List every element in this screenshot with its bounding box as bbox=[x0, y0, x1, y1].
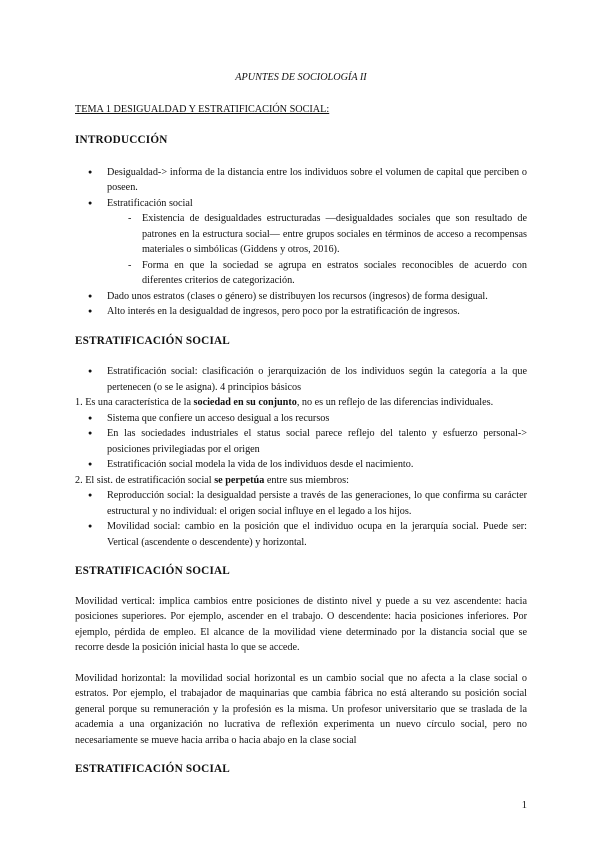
list-item: ● Estratificación social bbox=[75, 196, 527, 212]
principle-2-list bbox=[75, 488, 527, 550]
principle-1-pre: 1. Es una característica de la bbox=[75, 397, 194, 408]
list-item: ● Reproducción social: la desigualdad persiste a través de las generaciones, lo que confirma su carácter estructural y no individual: el origen social influye en el legado a los hijos. bbox=[75, 488, 527, 519]
section-heading: ESTRATIFICACIÓN SOCIAL bbox=[75, 565, 230, 577]
section-heading: ESTRATIFICACIÓN SOCIAL bbox=[75, 334, 230, 347]
principle-1-bold: sociedad en su conjunto bbox=[193, 397, 297, 408]
principle-1-list bbox=[75, 411, 527, 473]
principle-1 bbox=[75, 395, 527, 411]
list-item: ● Estratificación social modela la vida de los individuos desde el nacimiento. bbox=[75, 457, 527, 473]
intro-list bbox=[75, 165, 527, 320]
document-page bbox=[75, 70, 527, 790]
principle-1-post: , no es un reflejo de las diferencias individuales. bbox=[296, 397, 494, 408]
topic-subtitle: TEMA 1 DESIGUALDAD Y ESTRATIFICACIÓN SOCIAL: bbox=[75, 103, 330, 115]
list-item: ● Dado unos estratos (clases o género) se distribuyen los recursos (ingresos) de forma desigual. bbox=[75, 289, 527, 305]
principle-2-post: entre sus miembros: bbox=[264, 474, 349, 486]
list-item: ● En las sociedades industriales el status social parece reflejo del talento y esfuerzo personal-> posiciones privilegiadas por el origen bbox=[75, 426, 527, 457]
principle-2 bbox=[75, 473, 527, 489]
principle-2-bold: se perpetúa bbox=[214, 474, 265, 486]
intro-heading: INTRODUCCIÓN bbox=[75, 134, 168, 146]
sub-list-item: - Existencia de desigualdades estructuradas —desigualdades sociales que son resultado de patrones en la estructura social— entre grupos sociales en términos de acceso a recompensas materiales o simbólicas (Giddens y otros, 2016). bbox=[75, 211, 527, 258]
principle-2-pre: 2. El sist. de estratificación social bbox=[75, 474, 215, 486]
section-heading: ESTRATIFICACIÓN SOCIAL bbox=[75, 763, 230, 775]
list-item: ● Desigualdad-> informa de la distancia entre los individuos sobre el volumen de capital que perciben o poseen. bbox=[75, 165, 527, 196]
page-number: 1 bbox=[521, 800, 527, 811]
list-item: ● Sistema que confiere un acceso desigual a los recursos bbox=[75, 411, 527, 427]
list-item: ● Estratificación social: clasificación o jerarquización de los individuos según la categoría a la que pertenecen (o se le asigna). 4 principios básicos bbox=[75, 364, 527, 395]
paragraph-horizontal-mobility: Movilidad horizontal: la movilidad social horizontal es un cambio social que no afecta a la clase social o estratos. Por ejemplo, el trabajador de maquinarias que cambia fábrica no está alterando su posición social general porque su remuneración y la profesión es la misma. Un profesor universitario que se traslada de la academia a una organización no lucrativa de reflexión experimenta un nuevo círculo social, pero no necesariamente se mueve hacia arriba o hacia abajo en la clase social bbox=[75, 672, 527, 746]
list-item: ● Alto interés en la desigualdad de ingresos, pero poco por la estratificación de ingresos. bbox=[75, 304, 527, 320]
principles-list bbox=[75, 364, 527, 395]
document-title: APUNTES DE SOCIOLOGÍA II bbox=[235, 72, 367, 83]
sub-list-item: - Forma en que la sociedad se agrupa en estratos sociales reconocibles de acuerdo con diferentes criterios de categorización. bbox=[75, 258, 527, 289]
list-item: ● Movilidad social: cambio en la posición que el individuo ocupa en la jerarquía social. Puede ser: Vertical (ascendente o descendente) y horizontal. bbox=[75, 519, 527, 550]
paragraph-vertical-mobility: Movilidad vertical: implica cambios entre posiciones de distinto nivel y puede a su vez ascendente: hacia posiciones superiores. Por ejemplo, ascender en el trabajo. O descendente: hacia posiciones inferiores. Por ejemplo, pérdida de empleo. El alcance de la movilidad viene determinado por la distancia social que se recorre desde la posición inicial hasta lo que se accede. bbox=[75, 595, 527, 653]
